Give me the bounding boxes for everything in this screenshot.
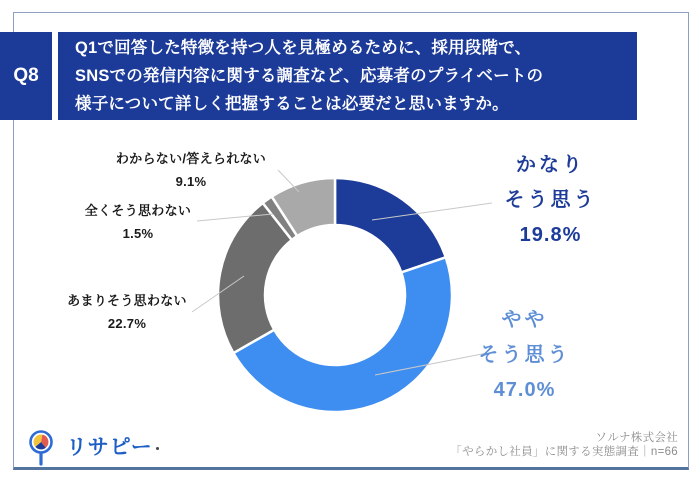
slice-label-text: 全くそう思わない	[84, 203, 192, 218]
question-text-line: SNSでの発信内容に関する調査など、応募者のプライベートの	[75, 67, 544, 85]
slice-label-pct: 22.7%	[107, 316, 147, 331]
slice-label-never	[63, 199, 213, 245]
slice-label-pct: 1.5%	[122, 226, 154, 241]
slice-label-pct: 47.0%	[493, 379, 556, 401]
slice-label-dontknow	[61, 147, 321, 193]
slice-label-text: わからない/答えられない	[115, 151, 267, 166]
donut-slice	[335, 178, 446, 272]
slice-label-notreally	[52, 289, 202, 335]
question-text-line: 様子について詳しく把握することは必要だと思いますか。	[75, 95, 509, 113]
source-company: ソルナ株式会社	[595, 432, 678, 444]
question-text-box	[58, 32, 637, 120]
slice-label-text: かなり	[516, 154, 585, 176]
source-survey: 「やらかし社員」に関する実態調査｜n=66	[450, 446, 678, 458]
question-number: Q8	[13, 65, 39, 86]
source-attribution	[450, 431, 678, 459]
slice-label-very	[488, 148, 613, 253]
slice-label-text: あまりそう思わない	[67, 293, 187, 308]
slice-label-somewhat	[462, 303, 587, 408]
logo-trademark-dot	[156, 447, 159, 450]
question-number-badge	[0, 32, 52, 120]
slice-label-pct: 9.1%	[175, 174, 207, 189]
slice-label-pct: 19.8%	[519, 224, 582, 246]
magnifier-pie-icon	[26, 428, 60, 468]
slice-label-text: そう思う	[478, 344, 571, 366]
logo-wordmark: リサピー	[66, 436, 153, 459]
question-text-line: Q1で回答した特徴を持つ人を見極めるために、採用段階で、	[75, 39, 532, 57]
slice-label-text: やや	[501, 309, 548, 331]
resapi-logo	[26, 428, 159, 468]
slice-label-text: そう思う	[504, 189, 597, 211]
